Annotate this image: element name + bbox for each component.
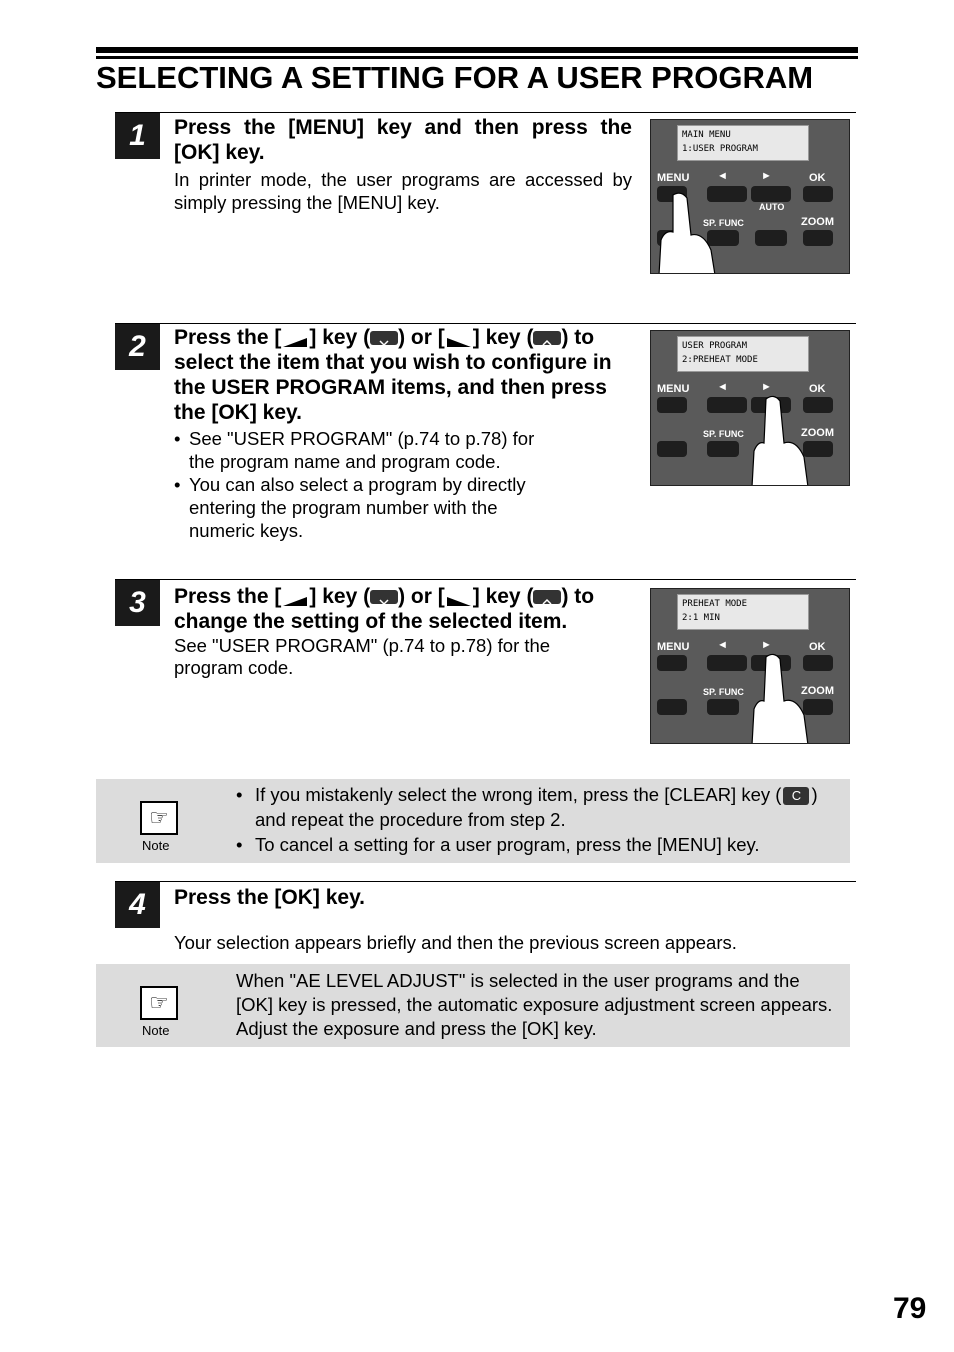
right-triangle-icon	[445, 331, 473, 345]
auto-button[interactable]	[755, 230, 787, 246]
step-1-number: 1	[115, 113, 160, 159]
ok-label: OK	[809, 641, 826, 653]
right-arrow-label: ►	[761, 381, 772, 393]
step-4-number: 4	[115, 882, 160, 928]
step-3-number: 3	[115, 580, 160, 626]
step-2-number: 2	[115, 324, 160, 370]
down-key-icon	[370, 590, 398, 604]
right-triangle-icon	[445, 590, 473, 604]
ok-label: OK	[809, 172, 826, 184]
list-item: • To cancel a setting for a user program, press the [MENU] key.	[236, 832, 836, 857]
pointing-hand-icon: ☞	[140, 986, 178, 1020]
step-4-heading: Press the [OK] key.	[174, 886, 366, 909]
lcd-display: USER PROGRAM 2:PREHEAT MODE	[677, 336, 809, 372]
ok-label: OK	[809, 383, 826, 395]
step-4-body: Your selection appears briefly and then the previous screen appears.	[174, 932, 737, 953]
list-item: • You can also select a program by directly entering the program number with the numeric keys.	[174, 473, 544, 542]
left-triangle-icon	[281, 590, 309, 604]
right-arrow-label: ►	[761, 170, 772, 182]
zoom-label: ZOOM	[801, 685, 834, 697]
auto-label: AUTO	[759, 202, 785, 212]
sp-func-button[interactable]	[707, 699, 739, 715]
page-title: SELECTING A SETTING FOR A USER PROGRAM	[96, 60, 814, 95]
zoom-label: ZOOM	[801, 427, 834, 439]
step-3-body: See "USER PROGRAM" (p.74 to p.78) for the program code.	[174, 635, 551, 678]
menu-label: MENU	[657, 641, 690, 653]
pressing-hand-icon	[746, 651, 816, 744]
list-item: • If you mistakenly select the wrong item, press the [CLEAR] key ( C ) and repeat the procedure from step 2.	[236, 782, 836, 832]
page-number: 79	[893, 1292, 927, 1325]
menu-button[interactable]	[657, 655, 687, 671]
note-box-2	[96, 964, 850, 1047]
step-2-bullets	[174, 427, 544, 542]
sp-func-button[interactable]	[707, 441, 739, 457]
control-panel-step-2	[650, 330, 850, 486]
step-1-rule	[115, 112, 856, 113]
left-key[interactable]	[707, 397, 747, 413]
step-4-rule	[115, 881, 856, 882]
function-button[interactable]	[657, 699, 687, 715]
note-1-list	[236, 782, 836, 857]
zoom-button[interactable]	[803, 230, 833, 246]
pressing-hand-icon	[651, 190, 721, 274]
left-triangle-icon	[281, 331, 309, 345]
control-panel-step-1	[650, 119, 850, 274]
list-item: • See "USER PROGRAM" (p.74 to p.78) for the program name and program code.	[174, 427, 544, 473]
note-2-text: When "AE LEVEL ADJUST" is selected in the user programs and the [OK] key is pressed, the automatic exposure adjustment screen appears. Adjust the exposure and press the [OK] key.	[236, 970, 833, 1039]
lcd-display: PREHEAT MODE 2:1 MIN	[677, 594, 809, 630]
lcd-display: MAIN MENU 1:USER PROGRAM	[677, 125, 809, 161]
right-arrow-label: ►	[761, 639, 772, 651]
menu-button[interactable]	[657, 397, 687, 413]
left-arrow-label: ◄	[717, 170, 728, 182]
step-1-heading: Press the [MENU] key and then press the [OK] key.	[174, 116, 632, 164]
note-box-1	[96, 779, 850, 863]
note-label: Note	[142, 1023, 170, 1038]
step-3-heading: Press the [ ] key ( ) or [ ] key ( ) to change the setting of the selected item.	[174, 585, 595, 633]
zoom-label: ZOOM	[801, 216, 834, 228]
sp-func-label: SP. FUNC	[703, 687, 744, 697]
left-key[interactable]	[707, 655, 747, 671]
sp-func-label: SP. FUNC	[703, 218, 744, 228]
title-rule-thin	[96, 56, 858, 59]
clear-key-icon: C	[783, 787, 809, 805]
left-arrow-label: ◄	[717, 639, 728, 651]
step-1-body: In printer mode, the user programs are accessed by simply pressing the [MENU] key.	[174, 169, 632, 213]
title-rule-thick	[96, 47, 858, 53]
control-panel-step-3	[650, 588, 850, 744]
step-2-rule	[115, 323, 856, 324]
menu-label: MENU	[657, 172, 690, 184]
sp-func-label: SP. FUNC	[703, 429, 744, 439]
up-key-icon	[533, 331, 561, 345]
step-2-heading: Press the [ ] key ( ) or [ ] key ( ) to select the item that you wish to configure in the USER PROGRAM items, and then press the [OK] key.	[174, 326, 612, 424]
pressing-hand-icon	[746, 393, 816, 486]
pointing-hand-icon: ☞	[140, 801, 178, 835]
function-button[interactable]	[657, 441, 687, 457]
up-key-icon	[533, 590, 561, 604]
left-arrow-label: ◄	[717, 381, 728, 393]
ok-button[interactable]	[803, 186, 833, 202]
step-3-rule	[115, 579, 856, 580]
down-key-icon	[370, 331, 398, 345]
menu-label: MENU	[657, 383, 690, 395]
note-label: Note	[142, 838, 170, 853]
right-key[interactable]	[751, 186, 791, 202]
